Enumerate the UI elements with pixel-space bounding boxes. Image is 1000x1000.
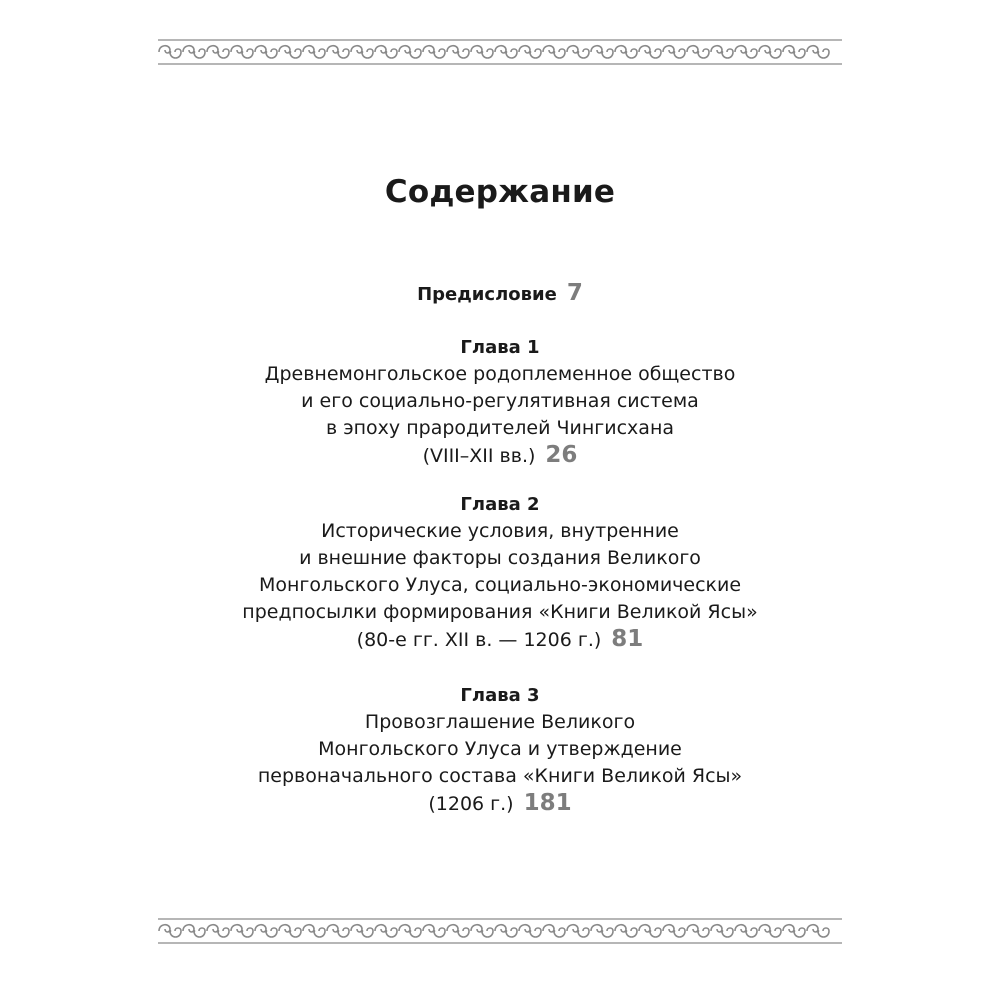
ornamental-border-bottom <box>158 917 842 945</box>
toc-heading: Предисловие <box>417 284 557 305</box>
toc-heading: Глава 1 <box>460 337 540 358</box>
toc-line: Исторические условия, внутренние <box>321 520 679 542</box>
ornamental-border-top <box>158 38 842 66</box>
page-number: 26 <box>545 442 578 468</box>
toc-line: Монгольского Улуса и утверждение <box>318 738 682 760</box>
toc-entry-chapter-2 <box>0 491 1000 654</box>
toc-line: в эпоху прародителей Чингисхана <box>325 417 675 439</box>
toc-line: (VIII–XII вв.) <box>422 445 536 467</box>
toc-line: Провозглашение Великого <box>364 711 636 733</box>
toc-line: и его социально-регулятивная система <box>301 390 699 412</box>
toc-line: (80-е гг. XII в. — 1206 г.) <box>356 629 602 651</box>
page-number: 81 <box>611 626 644 652</box>
toc-line: предпосылки формирования «Книги Великой Ясы» <box>242 601 758 623</box>
toc-line: Древнемонгольское родоплеменное общество <box>264 363 736 385</box>
page-title: Содержание <box>384 174 616 210</box>
toc-line: первоначального состава «Книги Великой Ясы» <box>257 765 743 787</box>
toc-heading: Глава 2 <box>460 494 540 515</box>
toc-line: Монгольского Улуса, социально-экономические <box>258 574 742 596</box>
page-number: 181 <box>523 790 572 816</box>
toc-entry-chapter-3 <box>0 682 1000 818</box>
toc-line: (1206 г.) <box>428 793 514 815</box>
toc-entry-preface <box>0 280 1000 308</box>
toc-line: и внешние факторы создания Великого <box>299 547 701 569</box>
toc-heading: Глава 3 <box>460 685 540 706</box>
toc-entry-chapter-1 <box>0 334 1000 470</box>
page-number: 7 <box>566 280 583 306</box>
